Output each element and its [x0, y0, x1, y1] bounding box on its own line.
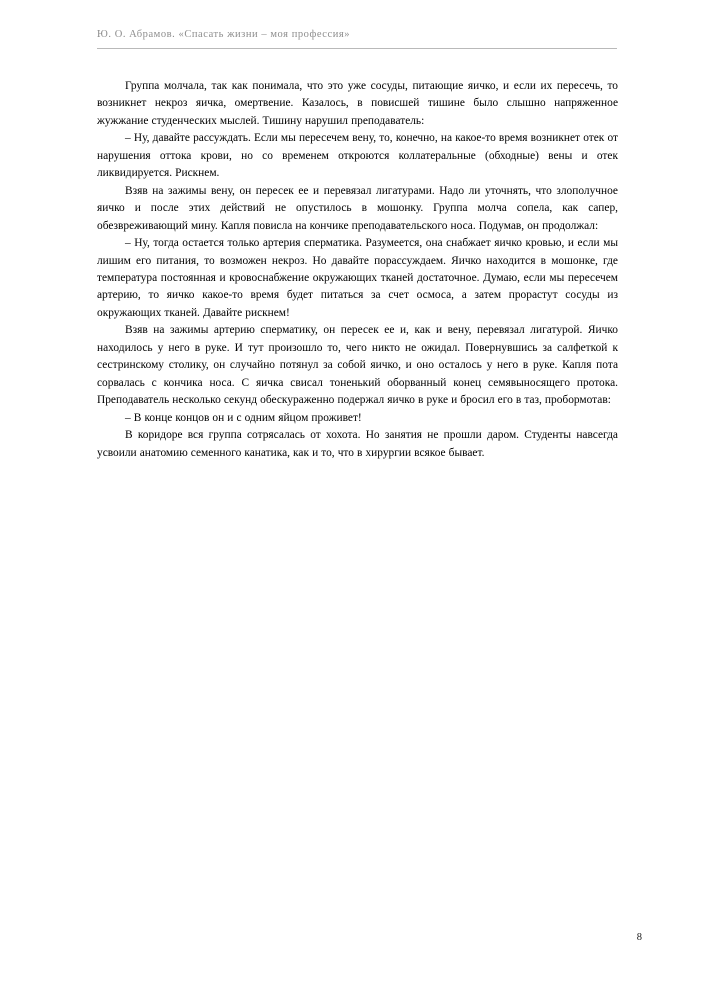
paragraph: – В конце концов он и с одним яйцом проживет! — [125, 411, 362, 424]
running-head-rule — [97, 48, 617, 49]
page-number: 8 — [636, 932, 642, 943]
body-text-column — [97, 78, 618, 462]
running-head-text: Ю. О. Абрамов. «Спасать жизни – моя профессия» — [97, 29, 351, 40]
running-head — [97, 28, 617, 42]
paragraph: Взяв на зажимы вену, он пересек ее и перевязал лигатурами. Надо ли уточнять, что злополучное яичко и после этих действий не опустилось в мошонку. Группа молча сопела, как сапер, обезвреживающий мину. Капля повисла на кончике преподавательского носа. Подумав, он продолжал: — [97, 184, 618, 232]
paragraph: – Ну, тогда остается только артерия сперматика. Разумеется, она снабжает яичко кровью, и если мы лишим его питания, то возможен некроз. Но давайте порассуждаем. Яичко находится в мошонке, где температура постоянная и кровоснабжение окружающих тканей достаточное. Думаю, если мы пересечем артерию, то яичко какое-то время будет питаться за счет осмоса, а затем прорастут сосуды из окружающих тканей. Давайте рискнем! — [97, 237, 618, 319]
paragraph: Группа молчала, так как понимала, что это уже сосуды, питающие яичко, и если их пересечь, то возникнет некроз яичка, омертвение. Казалось, в повисшей тишине было слышно напряженное жужжание студенческих мыслей. Тишину нарушил преподаватель: — [97, 80, 618, 127]
paragraph: – Ну, давайте рассуждать. Если мы пересечем вену, то, конечно, на какое-то время возникнет отек от нарушения оттока крови, но со временем откроются коллатеральные (обходные) вены и отек ликвидируется. Рискнем. — [97, 132, 618, 180]
paragraph: Взяв на зажимы артерию сперматику, он пересек ее и, как и вену, перевязал лигатурой. Яичко находилось у него в руке. И тут произошло то, чего никто не ожидал. Повернувшись за салфеткой к сестринскому столику, он случайно потянул за собой яичко, и оно осталось у него в руке. Капля пота сорвалась с кончика носа. С яичка свисал тоненький оборванный конец семявыносящего протока. Преподаватель несколько секунд обескураженно подержал яичко в руке и бросил его в таз, пробормотав: — [97, 324, 618, 407]
paragraph: В коридоре вся группа сотрясалась от хохота. Но занятия не прошли даром. Студенты навсегда усвоили анатомию семенного канатика, как и то, что в хирургии всякое бывает. — [97, 429, 618, 459]
